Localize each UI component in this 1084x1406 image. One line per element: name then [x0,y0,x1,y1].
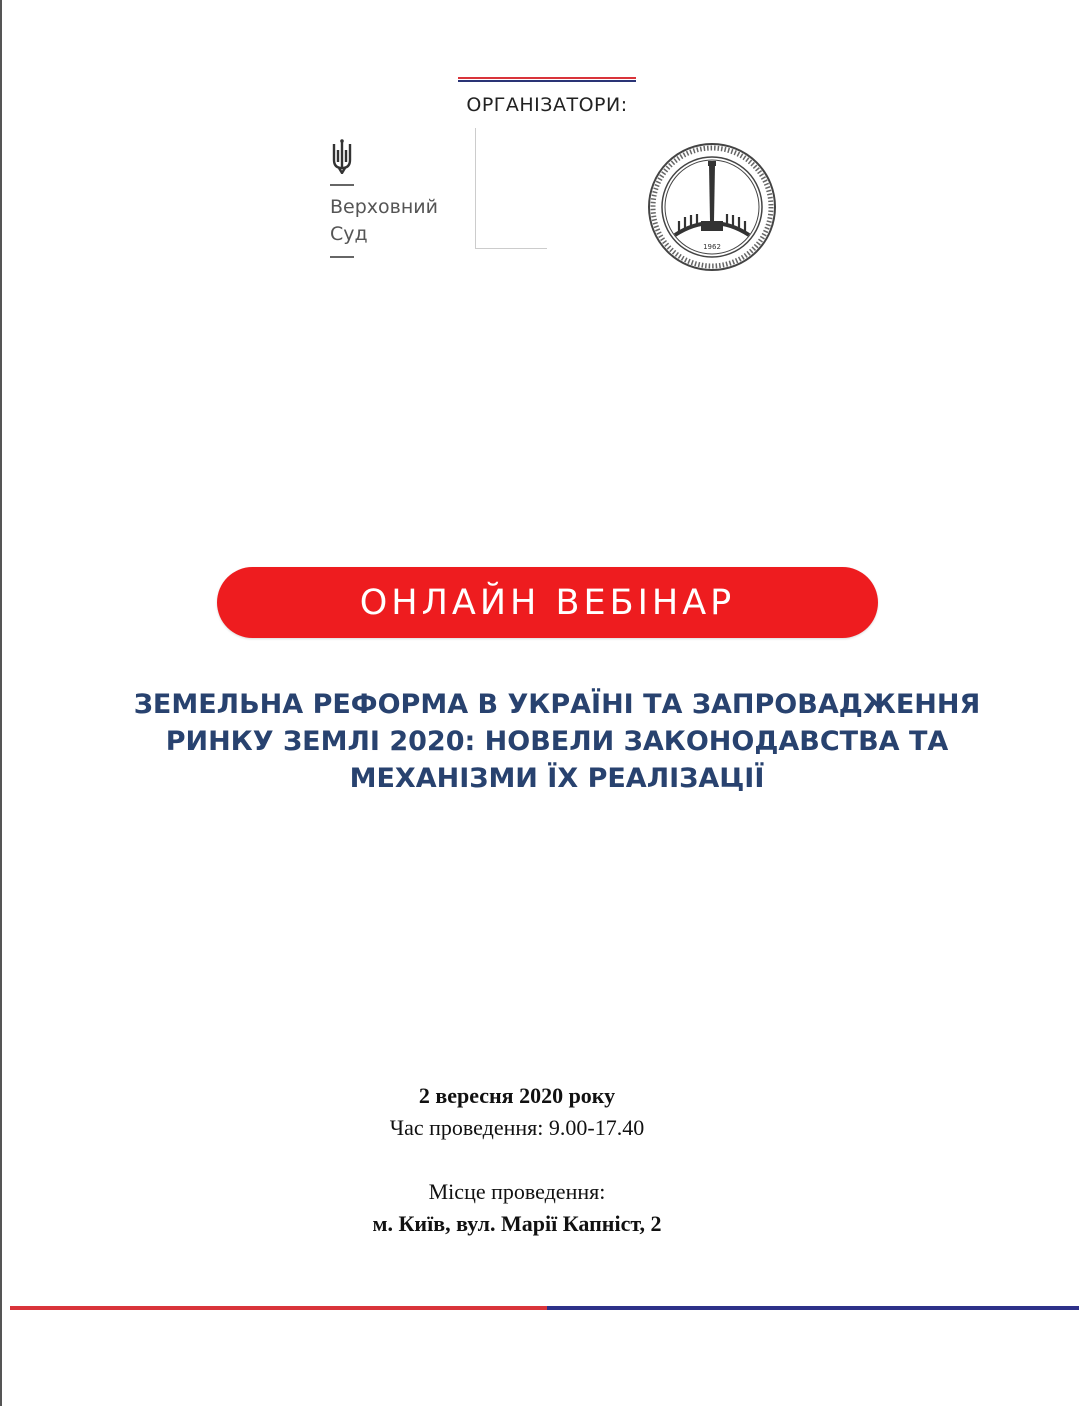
footer-rule-red [10,1306,547,1310]
event-details [217,1080,817,1240]
supreme-court-logo [330,138,440,266]
webinar-label: ОНЛАЙН ВЕБІНАР [359,582,736,623]
court-name-line1: Верховний [330,196,438,218]
webinar-topic [110,686,1004,797]
trident-icon [330,138,354,174]
court-logo-rule-bottom [330,256,354,258]
footer-rule-blue [547,1306,1079,1310]
organizers-title: ОРГАНІЗАТОРИ: [466,94,628,116]
court-logo-rule-top [330,184,354,186]
court-name-line2: Суд [330,223,368,245]
court-name [330,194,450,248]
venue-label: Місце проведення: [428,1179,606,1204]
topic-line-1: ЗЕМЕЛЬНА РЕФОРМА В УКРАЇНІ ТА ЗАПРОВАДЖЕННЯ [133,689,981,720]
topic-line-3: МЕХАНІЗМИ ЇХ РЕАЛІЗАЦІЇ [349,763,765,794]
university-seal-icon [645,141,779,273]
organizers-rule-blue [458,80,636,82]
organizers-rule-red [458,77,636,79]
page-left-edge [0,0,2,1406]
online-webinar-banner [217,567,878,638]
logo-divider-horizontal [475,248,547,249]
seal-year: 1962 [703,243,721,251]
topic-line-2: РИНКУ ЗЕМЛІ 2020: НОВЕЛИ ЗАКОНОДАВСТВА ТА [165,726,949,757]
venue-address: м. Київ, вул. Марії Капніст, 2 [372,1211,662,1236]
logo-divider-vertical [475,128,476,248]
event-date: 2 вересня 2020 року [418,1083,616,1108]
event-time: Час проведення: 9.00-17.40 [389,1115,645,1140]
